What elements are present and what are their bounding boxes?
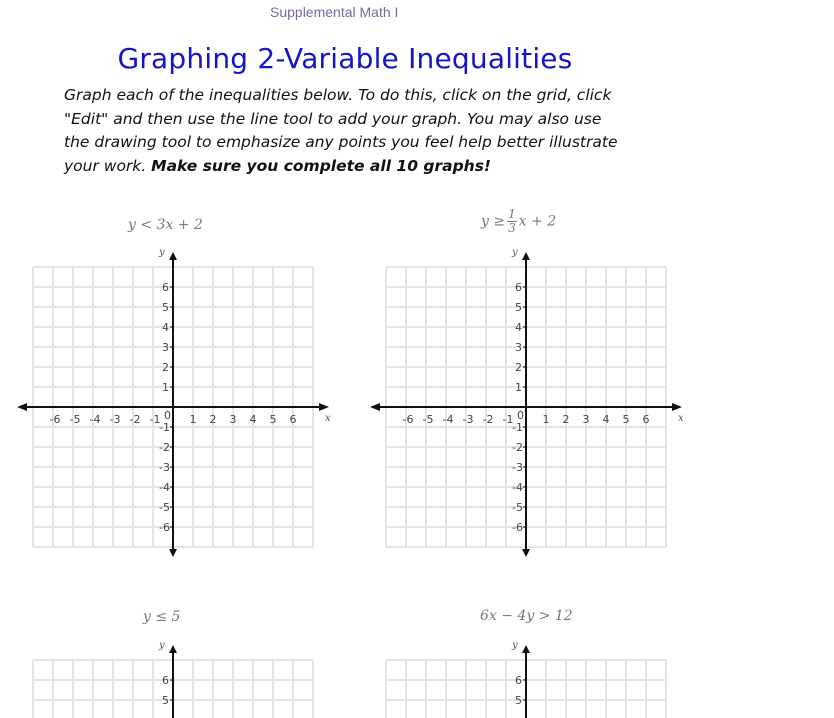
- x-tick-label: -4: [442, 413, 454, 426]
- x-tick-label: -6: [402, 413, 414, 426]
- x-tick-label: 3: [229, 413, 237, 426]
- x-tick-label: 5: [622, 413, 630, 426]
- instruction-line: Graph each of the inequalities below. To do this, click on the grid, click: [64, 86, 612, 104]
- y-tick-label: 5: [515, 694, 522, 707]
- x-tick-label: 1: [542, 413, 550, 426]
- x-axis-label: x: [678, 413, 684, 424]
- x-tick-label: 6: [289, 413, 297, 426]
- x-tick-label: -4: [89, 413, 101, 426]
- y-axis-label: y: [159, 640, 165, 651]
- y-tick-label: 2: [515, 361, 522, 374]
- y-tick-label: -1: [512, 421, 523, 434]
- x-tick-label: 4: [602, 413, 610, 426]
- y-tick-label: -5: [159, 501, 170, 514]
- inequality-label-4: 6x − 4y > 12: [480, 608, 573, 624]
- y-tick-label: 6: [515, 674, 522, 687]
- y-tick-label: -1: [159, 421, 170, 434]
- y-tick-label: 1: [162, 381, 169, 394]
- y-tick-label: 4: [162, 321, 169, 334]
- y-axis-label: y: [159, 247, 165, 258]
- x-tick-label: -6: [49, 413, 61, 426]
- y-tick-label: -6: [512, 521, 523, 534]
- y-tick-label: -3: [159, 461, 170, 474]
- y-tick-label: 4: [515, 321, 522, 334]
- y-tick-label: -2: [512, 441, 523, 454]
- x-tick-label: -3: [462, 413, 474, 426]
- page-title: Graphing 2-Variable Inequalities: [117, 42, 573, 75]
- x-tick-label: 4: [249, 413, 257, 426]
- x-tick-label: -5: [422, 413, 434, 426]
- y-tick-label: -5: [512, 501, 523, 514]
- x-tick-label: 3: [582, 413, 590, 426]
- x-tick-label: -3: [109, 413, 121, 426]
- y-tick-label: 6: [162, 674, 169, 687]
- y-tick-label: 3: [515, 341, 522, 354]
- y-tick-label: 5: [162, 301, 169, 314]
- y-tick-label: -6: [159, 521, 170, 534]
- fraction: $\frac{1}{3}$: [508, 207, 516, 235]
- inequality-label-2: y ≥ $\frac{1}{3}$ x + 2: [481, 207, 557, 235]
- y-axis-label: y: [512, 640, 518, 651]
- inequality-label-1: y < 3x + 2: [128, 217, 203, 233]
- y-tick-label: -4: [512, 481, 523, 494]
- x-tick-label: 5: [269, 413, 277, 426]
- x-tick-label: 2: [562, 413, 570, 426]
- y-axis-label: y: [512, 247, 518, 258]
- y-tick-label: 3: [162, 341, 169, 354]
- instruction-line: the drawing tool to emphasize any points you feel help better illustrate: [64, 133, 618, 151]
- instruction-line: "Edit" and then use the line tool to add your graph. You may also use: [64, 109, 602, 128]
- instruction-emphasis: Make sure you complete all 10 graphs!: [151, 156, 491, 175]
- y-tick-label: -4: [159, 481, 170, 494]
- x-tick-label: -2: [129, 413, 141, 426]
- y-tick-label: 6: [162, 281, 169, 294]
- instruction-line: your work. Make sure you complete all 10 graphs!: [64, 156, 491, 175]
- header-text: Supplemental Math I: [270, 4, 399, 20]
- inequality-label-3: y ≤ 5: [143, 609, 181, 625]
- y-tick-label: -2: [159, 441, 170, 454]
- y-axis-arrow: [522, 645, 530, 653]
- y-tick-label: 6: [515, 281, 522, 294]
- x-tick-label: -1: [149, 413, 161, 426]
- origin-label: 0: [164, 409, 171, 422]
- x-axis-label: x: [325, 413, 331, 424]
- y-tick-label: 1: [515, 381, 522, 394]
- y-tick-label: 5: [515, 301, 522, 314]
- y-tick-label: 5: [162, 694, 169, 707]
- x-tick-label: 1: [189, 413, 197, 426]
- x-tick-label: 2: [209, 413, 217, 426]
- y-tick-label: -3: [512, 461, 523, 474]
- x-tick-label: -1: [502, 413, 514, 426]
- x-tick-label: -2: [482, 413, 494, 426]
- origin-label: 0: [517, 409, 524, 422]
- x-tick-label: -5: [69, 413, 81, 426]
- x-tick-label: 6: [642, 413, 650, 426]
- y-tick-label: 2: [162, 361, 169, 374]
